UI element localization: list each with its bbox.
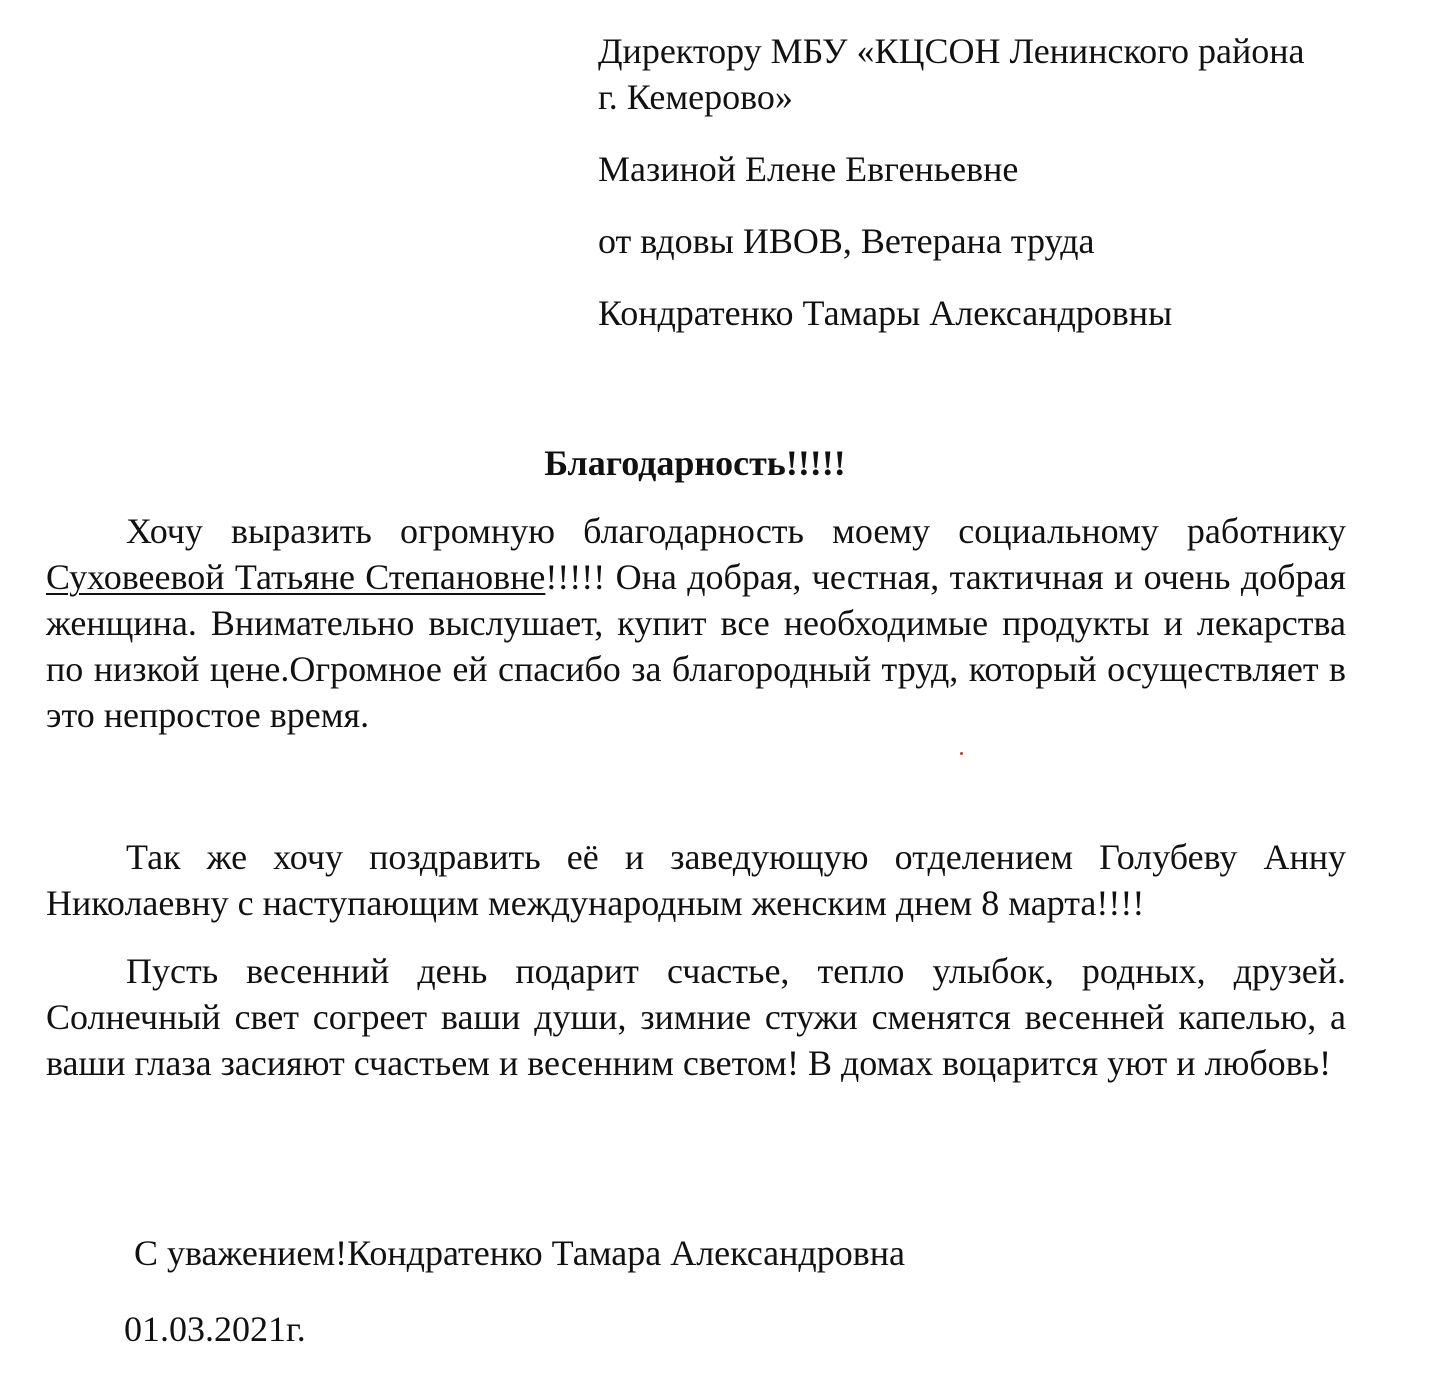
letter-title: Благодарность!!!!! [544, 443, 846, 483]
letter-date: 01.03.2021г. [124, 1309, 306, 1349]
sender-status: от вдовы ИВОВ, Ветерана труда [598, 221, 1095, 261]
social-worker-name: Суховеевой Татьяне Степановне [46, 557, 546, 597]
addressee-block [598, 28, 1398, 336]
paragraph-text: Хочу выразить огромную благодарность моему социальному работнику [126, 511, 1346, 551]
paragraph-wishes: Пусть весенний день подарит счастье, тепло улыбок, родных, друзей. Солнечный свет согреет ваши души, зимние стужи сменятся весенней капелью, а ваши глаза засияют счастьем и весенним светом! В домах воцарится уют и любовь! [46, 951, 1346, 1083]
addressee-line: Директору МБУ «КЦСОН Ленинского района [598, 31, 1305, 71]
addressee-line: г. Кемерово» [598, 77, 793, 117]
paragraph-text: !!!!! Она добрая, честная, тактичная и очень добрая женщина. Внимательно выслушает, купит все необходимые продукты и лекарства по низкой цене.Огромное ей спасибо за благородный труд, который осуществляет в это непростое время. [46, 557, 1346, 735]
signature: С уважением!Кондратенко Тамара Александровна [134, 1233, 905, 1273]
paragraph-gratitude [46, 508, 1346, 738]
scan-speck [960, 752, 963, 755]
addressee-name: Мазиной Елене Евгеньевне [598, 149, 1019, 189]
paragraph-congratulation: Так же хочу поздравить её и заведующую отделением Голубеву Анну Николаевну с наступающим международным женским днем 8 марта!!!! [46, 837, 1346, 923]
sender-name: Кондратенко Тамары Александровны [598, 293, 1173, 333]
